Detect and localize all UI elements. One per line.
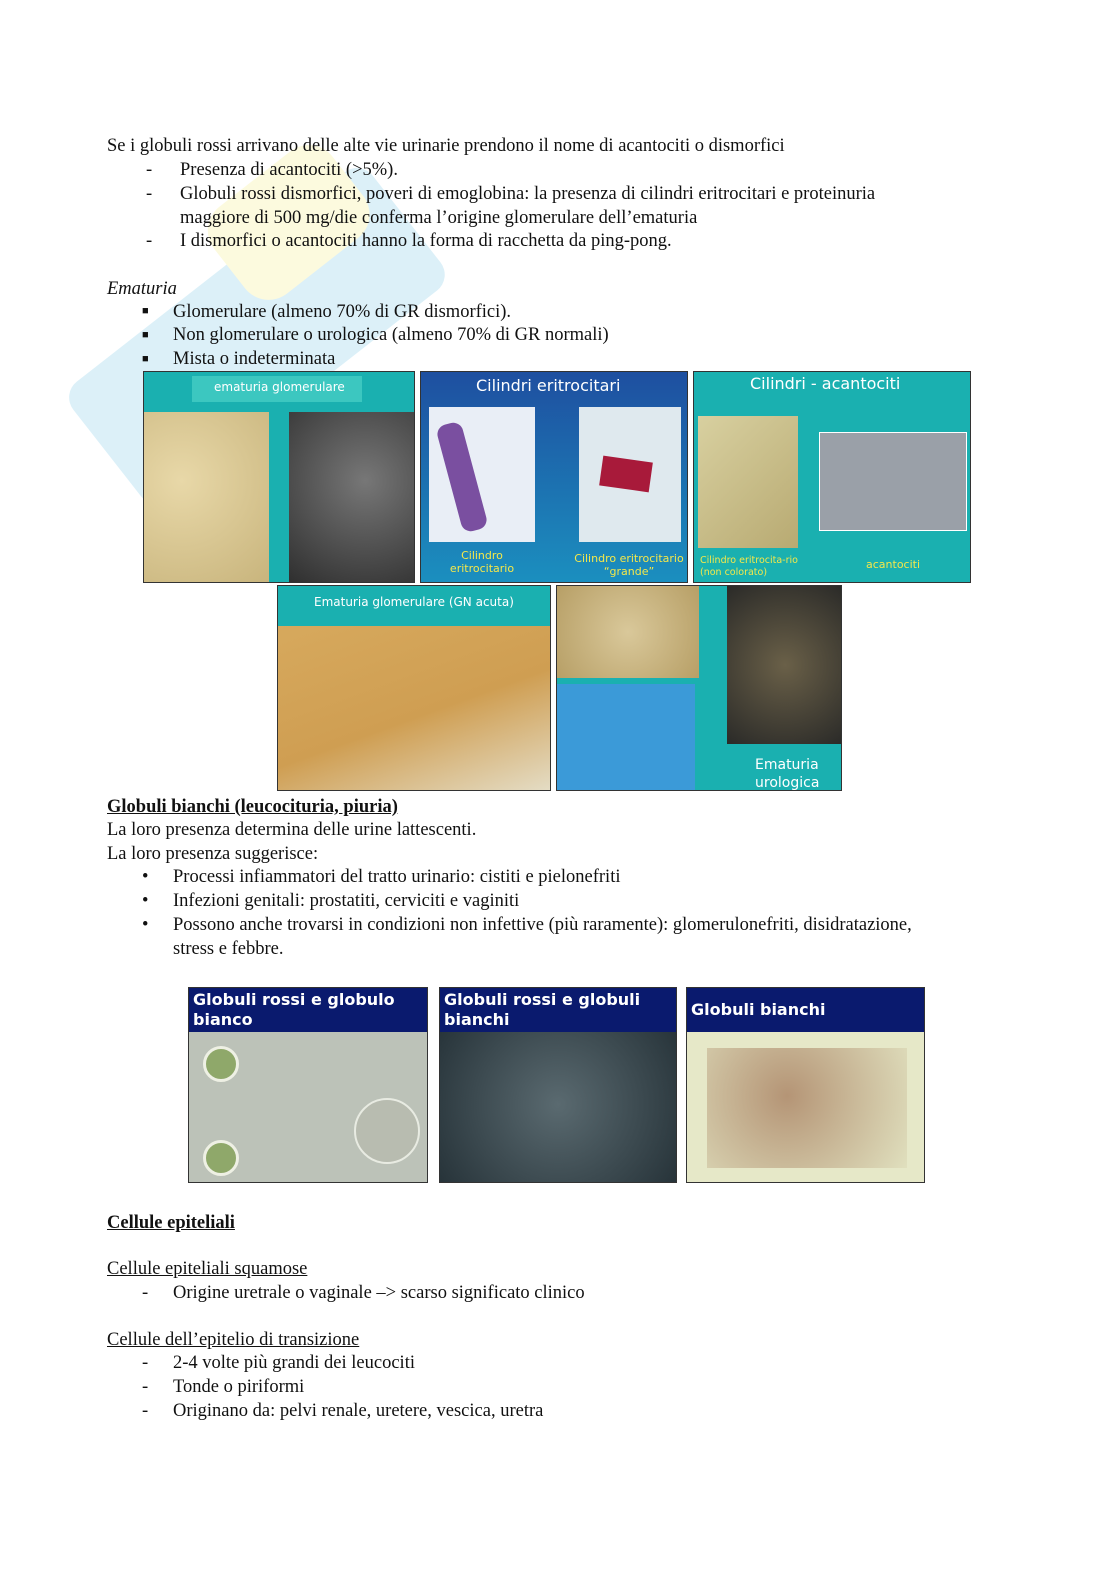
ematuria-title: Ematuria (107, 279, 177, 299)
figure-ematuria-urologica (556, 585, 842, 791)
globuli-bianchi-item: Infezioni genitali: prostatiti, cerviciti e vaginiti (173, 891, 520, 911)
intro-text: Se i globuli rossi arrivano delle alte vie urinarie prendono il nome di acantociti o dismorfici (107, 136, 785, 156)
cellule-title: Cellule epiteliali (107, 1213, 235, 1233)
figure-rbc-wbc (188, 987, 428, 1183)
transizione-title: Cellule dell’epitelio di transizione (107, 1330, 360, 1350)
ematuria-item: Non glomerulare o urologica (almeno 70% di GR normali) (173, 325, 609, 345)
squamose-item: Origine uretrale o vaginale –> scarso significato clinico (173, 1283, 585, 1303)
dash-marker: - (146, 184, 153, 204)
figure-caption: acantociti (866, 558, 921, 571)
rbc-cell (203, 1140, 239, 1176)
figure-rbcs-wbcs (439, 987, 677, 1183)
ematuria-item: Mista o indeterminata (173, 349, 336, 369)
dash-marker: - (142, 1401, 149, 1421)
micrograph-wbc (707, 1048, 907, 1168)
globuli-bianchi-item: stress e febbre. (173, 939, 284, 959)
figure-wbcs (686, 987, 925, 1183)
rbc-cell (203, 1046, 239, 1082)
intro-item: Presenza di acantociti (>5%). (180, 160, 398, 180)
figure-caption: Cilindro eritrocitario (449, 549, 515, 575)
micrograph-brightfield (144, 412, 269, 583)
micrograph-rbc (557, 586, 699, 678)
squamose-title: Cellule epiteliali squamose (107, 1259, 308, 1279)
figure-title: Cilindri eritrocitari (476, 376, 621, 395)
dash-marker: - (142, 1353, 149, 1373)
micrograph-acanthocytes (819, 432, 967, 531)
square-bullet: ■ (142, 329, 149, 341)
intro-item: Globuli rossi dismorfici, poveri di emoglobina: la presenza di cilindri eritrocitari e proteinuria (180, 184, 876, 204)
figure-caption: Ematuria urologica (755, 757, 820, 791)
dash-marker: - (142, 1283, 149, 1303)
globuli-bianchi-item: Processi infiammatori del tratto urinario: cistiti e pielonefriti (173, 867, 621, 887)
round-bullet: • (142, 891, 149, 911)
round-bullet: • (142, 867, 149, 887)
paragraph: La loro presenza determina delle urine lattescenti. (107, 820, 477, 840)
transizione-item: Originano da: pelvi renale, uretere, vescica, uretra (173, 1401, 544, 1421)
micrograph-darkfield (289, 412, 415, 583)
transizione-item: 2-4 volte più grandi dei leucociti (173, 1353, 415, 1373)
figure-title: Cilindri - acantociti (750, 374, 901, 393)
figure-gn-acuta (277, 585, 551, 791)
figure-title: Ematuria glomerulare (GN acuta) (314, 595, 514, 609)
dash-marker: - (146, 160, 153, 180)
micrograph-rbc-blue (557, 684, 695, 791)
round-bullet: • (142, 915, 149, 935)
square-bullet: ■ (142, 353, 149, 365)
transizione-item: Tonde o piriformi (173, 1377, 305, 1397)
wbc-cell (354, 1098, 420, 1164)
micrograph-unstained-cast (698, 416, 798, 548)
figure-cilindri-eritrocitari (420, 371, 688, 583)
globuli-bianchi-title: Globuli bianchi (leucocituria, piuria) (107, 797, 398, 817)
dash-marker: - (142, 1377, 149, 1397)
globuli-bianchi-item: Possono anche trovarsi in condizioni non infettive (più raramente): glomerulonefriti, disidratazione, (173, 915, 912, 935)
ematuria-item: Glomerulare (almeno 70% di GR dismorfici). (173, 302, 512, 322)
figure-ematuria-glomerulare (143, 371, 415, 583)
square-bullet: ■ (142, 305, 149, 317)
intro-item: I dismorfici o acantociti hanno la forma di racchetta da ping-pong. (180, 231, 672, 251)
micrograph-large-cast (579, 407, 681, 542)
figure-cilindri-acantociti (693, 371, 971, 583)
figure-caption: Cilindro eritrocitario “grande” (574, 552, 684, 578)
figure-title: Globuli bianchi (687, 988, 924, 1032)
figure-caption: Cilindro eritrocita-rio (non colorato) (700, 555, 798, 578)
figure-title: Globuli rossi e globulo bianco (189, 988, 427, 1032)
intro-item: maggiore di 500 mg/die conferma l’origine glomerulare dell’ematuria (180, 208, 698, 228)
paragraph: La loro presenza suggerisce: (107, 844, 319, 864)
micrograph-stained-cast (429, 407, 535, 542)
dash-marker: - (146, 231, 153, 251)
figure-title: Globuli rossi e globuli bianchi (440, 988, 676, 1032)
micrograph-rbc-dark (727, 586, 842, 744)
figure-title: ematuria glomerulare (214, 380, 345, 394)
